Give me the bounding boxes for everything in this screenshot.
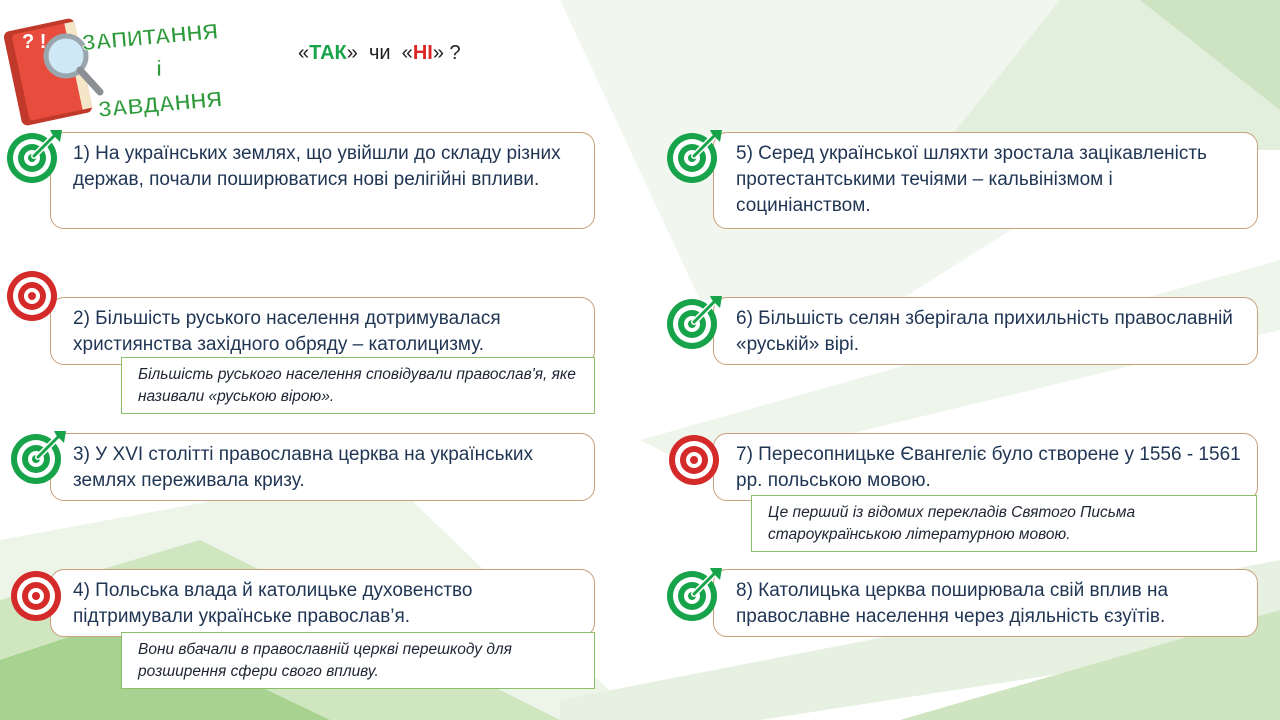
answer-box-7 <box>751 495 1257 552</box>
svg-text:і: і <box>156 56 163 81</box>
answer-text: Вони вбачали в православній церкві перешкоду для розширення сфери свого впливу. <box>138 641 512 680</box>
question-text: 3) У XVI столітті православна церква на українських землях переживала кризу. <box>73 444 533 491</box>
question-card-7 <box>713 433 1258 501</box>
target-correct-icon-8 <box>664 564 724 624</box>
answer-text: Більшість руського населення сповідували православ'я, яке називали «руською вірою». <box>138 366 576 405</box>
question-text: 1) На українських землях, що увійшли до складу різних держав, почали поширюватися нові релігійні впливи. <box>73 143 561 190</box>
question-text: 2) Більшість руського населення дотримувалася християнства західного обряду – католицизму. <box>73 308 501 355</box>
target-correct-icon-1 <box>4 126 64 186</box>
answer-box-4 <box>121 632 595 689</box>
svg-text:ЗАВДАННЯ: ЗАВДАННЯ <box>97 86 224 123</box>
question-card-4 <box>50 569 595 637</box>
target-wrong-icon-7 <box>666 428 726 488</box>
question-text: 4) Польська влада й католицьке духовенство підтримували українське православ’я. <box>73 580 473 627</box>
svg-text:? !: ? ! <box>22 31 47 53</box>
question-text: 8) Католицька церква поширювала свій вплив на православне населення через діяльність єзуїтів. <box>736 580 1169 627</box>
question-card-6 <box>713 297 1258 365</box>
logo-title <box>76 10 256 126</box>
question-card-2 <box>50 297 595 365</box>
target-correct-icon-3 <box>8 427 68 487</box>
target-correct-icon-5 <box>664 126 724 186</box>
question-card-8 <box>713 569 1258 637</box>
header-question: «ТАК» чи «НІ» ? <box>298 42 461 64</box>
yes-label: ТАК <box>309 42 347 64</box>
question-text: 5) Серед української шляхти зростала зацікавленість протестантськими течіями – кальвінізмом і социніанством. <box>736 143 1207 216</box>
question-text: 7) Пересопницьке Євангеліє було створене у 1556 - 1561 рр. польською мовою. <box>736 444 1241 491</box>
answer-text: Це перший із відомих перекладів Святого Письма староукраїнською літературною мовою. <box>768 504 1136 543</box>
logo-questions-tasks <box>4 6 254 126</box>
answer-box-2 <box>121 357 595 414</box>
target-wrong-icon-4 <box>8 564 68 624</box>
question-card-1 <box>50 132 595 229</box>
question-card-3 <box>50 433 595 501</box>
no-label: НІ <box>412 42 433 64</box>
question-text: 6) Більшість селян зберігала прихильність православній «руській» вірі. <box>736 308 1233 355</box>
question-card-5 <box>713 132 1258 229</box>
target-correct-icon-6 <box>664 292 724 352</box>
target-wrong-icon-2 <box>4 264 64 324</box>
svg-text:ЗАПИТАННЯ: ЗАПИТАННЯ <box>80 18 220 56</box>
